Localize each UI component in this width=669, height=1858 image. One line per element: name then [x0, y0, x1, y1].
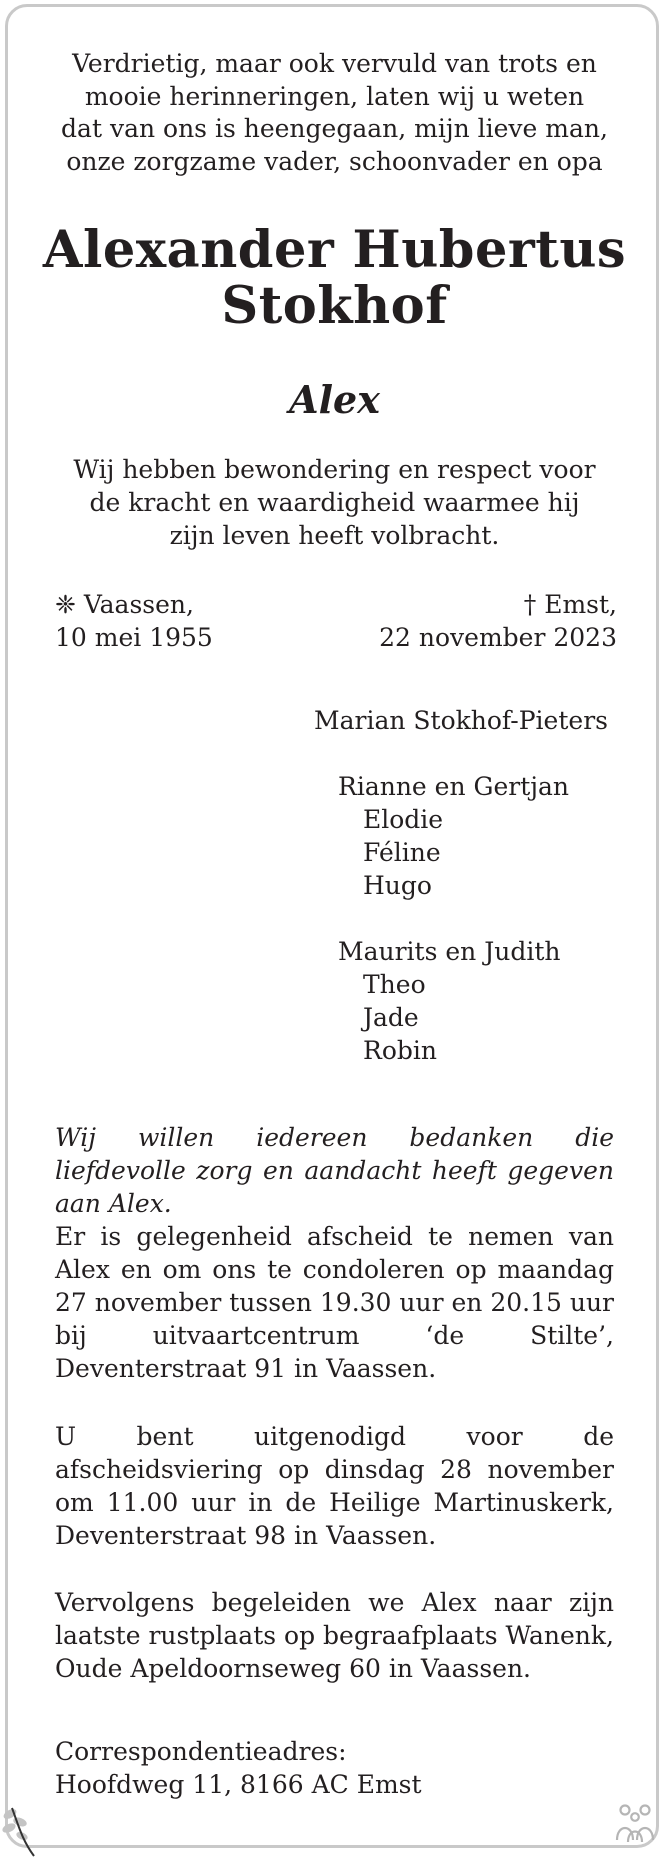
deceased-name — [30, 222, 639, 334]
intro-line: dat van ons is heengegaan, mijn lieve man, — [61, 114, 608, 143]
family-grandchild: Jade — [363, 1003, 419, 1032]
burial-text: Vervolgens begeleiden we Alex naar zijn laatste rustplaats op begraafplaats Wanenk, Oude Apeldoornseweg 60 in Vaassen. — [55, 1588, 614, 1683]
tribute-line: de kracht en waardigheid waarmee hij — [89, 488, 580, 517]
name-line: Alexander Hubertus — [42, 220, 627, 280]
family-child-2: Maurits en Judith — [338, 937, 561, 966]
name-line: Stokhof — [221, 276, 448, 336]
family-child-1: Rianne en Gertjan — [338, 772, 570, 801]
ceremony-text: U bent uitgenodigd voor de afscheidsviering op dinsdag 28 november om 11.00 uur in de Heilige Martinuskerk, Deventerstraat 98 in Vaassen. — [55, 1422, 614, 1550]
birth-date: 10 mei 1955 — [55, 623, 213, 652]
family-grandchild: Robin — [363, 1036, 437, 1065]
family-grandchild: Hugo — [363, 871, 432, 900]
deceased-nickname: Alex — [289, 377, 380, 422]
tribute-line: Wij hebben bewondering en respect voor — [73, 455, 596, 484]
birth-info — [55, 588, 213, 654]
correspondence-label: Correspondentieadres: — [55, 1737, 347, 1766]
condolence-text: Er is gelegenheid afscheid te nemen van Alex en om ons te condoleren op maandag 27 november tussen 19.30 uur en 20.15 uur bij uitvaartcentrum ‘de Stilte’, Deventerstraat 91 in Vaassen. — [55, 1222, 615, 1383]
tribute-text — [40, 453, 629, 552]
intro-text — [40, 48, 629, 178]
death-info — [379, 588, 617, 654]
leaf-branch-icon — [0, 1800, 40, 1858]
family-grandchild: Féline — [363, 838, 441, 867]
death-date: 22 november 2023 — [379, 623, 617, 652]
family-group-icon — [611, 1800, 659, 1848]
intro-line: mooie herinneringen, laten wij u weten — [84, 81, 585, 111]
correspondence — [55, 1735, 614, 1801]
tribute-line: zijn leven heeft volbracht. — [169, 521, 500, 550]
correspondence-address: Hoofdweg 11, 8166 AC Emst — [55, 1770, 422, 1799]
intro-line: Verdrietig, maar ook vervuld van trots en — [72, 49, 597, 78]
family-grandchild: Elodie — [363, 805, 444, 834]
birth-place: ❈ Vaassen, — [55, 590, 194, 619]
thanks-text: Wij willen iedereen bedanken die liefdevolle zorg en aandacht heeft gegeven aan Alex. — [55, 1123, 614, 1218]
death-place: † Emst, — [523, 590, 617, 619]
family-grandchild: Theo — [363, 970, 426, 999]
intro-line: onze zorgzame vader, schoonvader en opa — [66, 146, 603, 176]
family-spouse: Marian Stokhof-Pieters — [314, 706, 608, 735]
